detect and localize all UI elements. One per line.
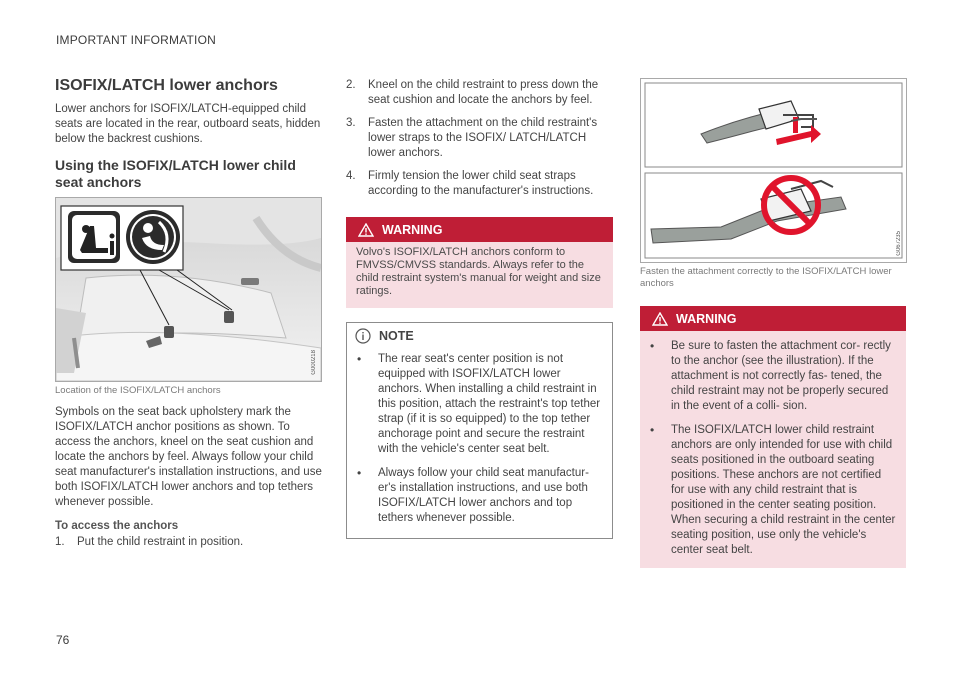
figure-caption: Fasten the attachment correctly to the ISOFIX/LATCH lower anchors bbox=[640, 266, 892, 289]
note-list bbox=[347, 348, 612, 538]
step-item bbox=[346, 116, 613, 161]
warning-list bbox=[640, 331, 906, 568]
step-text: Kneel on the child restraint to press down the seat cushion and locate the anchors by feel. bbox=[368, 79, 599, 106]
access-heading: To access the anchors bbox=[55, 520, 179, 532]
warning-label: WARNING bbox=[382, 222, 443, 237]
step-item bbox=[346, 78, 613, 108]
step-text: Put the child restraint in position. bbox=[77, 536, 244, 548]
rear-seat-illustration bbox=[56, 198, 321, 381]
subsection-title: Using the ISOFIX/LATCH lower child seat anchors bbox=[55, 157, 296, 190]
figure-code: G067235 bbox=[896, 231, 902, 256]
step-text: Fasten the attachment on the child restraint's lower straps to the ISOFIX/ LATCH/LATCH lower anchors. bbox=[368, 117, 598, 159]
seat-anchor-photo bbox=[55, 197, 322, 382]
warning-header bbox=[346, 217, 613, 242]
column-1 bbox=[55, 76, 322, 558]
note-item: • The rear seat's center position is not equipped with ISOFIX/LATCH lower anchors. When installing a child restraint in this position, attach the restraint's top tether strap (if it is so equipped) to the top tether anchorage point and secure the restraint with the vehicle's center seat belt. bbox=[355, 352, 602, 457]
step-number: 2. bbox=[346, 79, 356, 91]
attachment-illustration bbox=[640, 78, 907, 263]
body-paragraph: Symbols on the seat back upholstery mark the ISOFIX/LATCH anchor positions as shown. To access the anchors, kneel on the seat cushion and locate the anchors by feel. Always follow your child seat manufacturer's installation instructions, and use both ISOFIX/LATCH lower anchors and top tethers whenever possible. bbox=[55, 406, 322, 508]
figure-code: G000218 bbox=[311, 350, 317, 375]
step-item bbox=[346, 169, 613, 199]
warning-body bbox=[346, 242, 613, 308]
warning-box bbox=[346, 217, 613, 308]
warning-item: • Be sure to fasten the attachment cor- rectly to the anchor (see the illustration). If the attachment is not correctly fas- tened, the child restraint may not be properly secured in the event of a colli- sion. bbox=[648, 339, 896, 414]
note-label: NOTE bbox=[379, 328, 414, 343]
column-2 bbox=[346, 78, 613, 539]
step-item bbox=[55, 535, 322, 550]
warning-header bbox=[640, 306, 906, 331]
column-3 bbox=[640, 78, 906, 568]
steps-list-continued bbox=[346, 78, 613, 199]
running-header: IMPORTANT INFORMATION bbox=[56, 33, 216, 47]
step-number: 1. bbox=[55, 536, 65, 548]
note-box bbox=[346, 322, 613, 539]
note-header bbox=[347, 323, 612, 348]
warning-triangle-icon bbox=[652, 312, 668, 326]
note-item: • Always follow your child seat manufactur- er's installation instructions, and use both ISOFIX/LATCH lower anchors and top tethers whenever possible. bbox=[355, 466, 602, 526]
info-icon bbox=[355, 328, 371, 344]
warning-label: WARNING bbox=[676, 311, 737, 326]
warning-triangle-icon bbox=[358, 223, 374, 237]
figure-caption: Location of the ISOFIX/LATCH anchors bbox=[55, 385, 221, 396]
warning-item: • The ISOFIX/LATCH lower child restraint anchors are only intended for use with child seats positioned in the outboard seating positions. These anchors are not certified for use with any child restraint that is positioned in the center seating position. When securing a child restraint in the center seating position, use only the vehicle's center seat belt. bbox=[648, 423, 896, 558]
steps-list-start bbox=[55, 535, 322, 550]
step-text: Firmly tension the lower child seat straps according to the manufacturer's instructions. bbox=[368, 170, 594, 197]
warning-box bbox=[640, 306, 906, 568]
attachment-diagram bbox=[641, 79, 906, 262]
section-title: ISOFIX/LATCH lower anchors bbox=[55, 77, 278, 94]
intro-paragraph: Lower anchors for ISOFIX/LATCH-equipped child seats are located in the rear, outboard seats, hidden below the backrest cushions. bbox=[55, 103, 321, 145]
step-number: 3. bbox=[346, 117, 356, 129]
warning-text: Volvo's ISOFIX/LATCH anchors conform to FMVSS/CMVSS standards. Always refer to the child restraint system's manual for weight and size ratings. bbox=[356, 246, 601, 297]
page-number: 76 bbox=[56, 633, 70, 647]
step-number: 4. bbox=[346, 170, 356, 182]
warning-body bbox=[640, 331, 906, 568]
